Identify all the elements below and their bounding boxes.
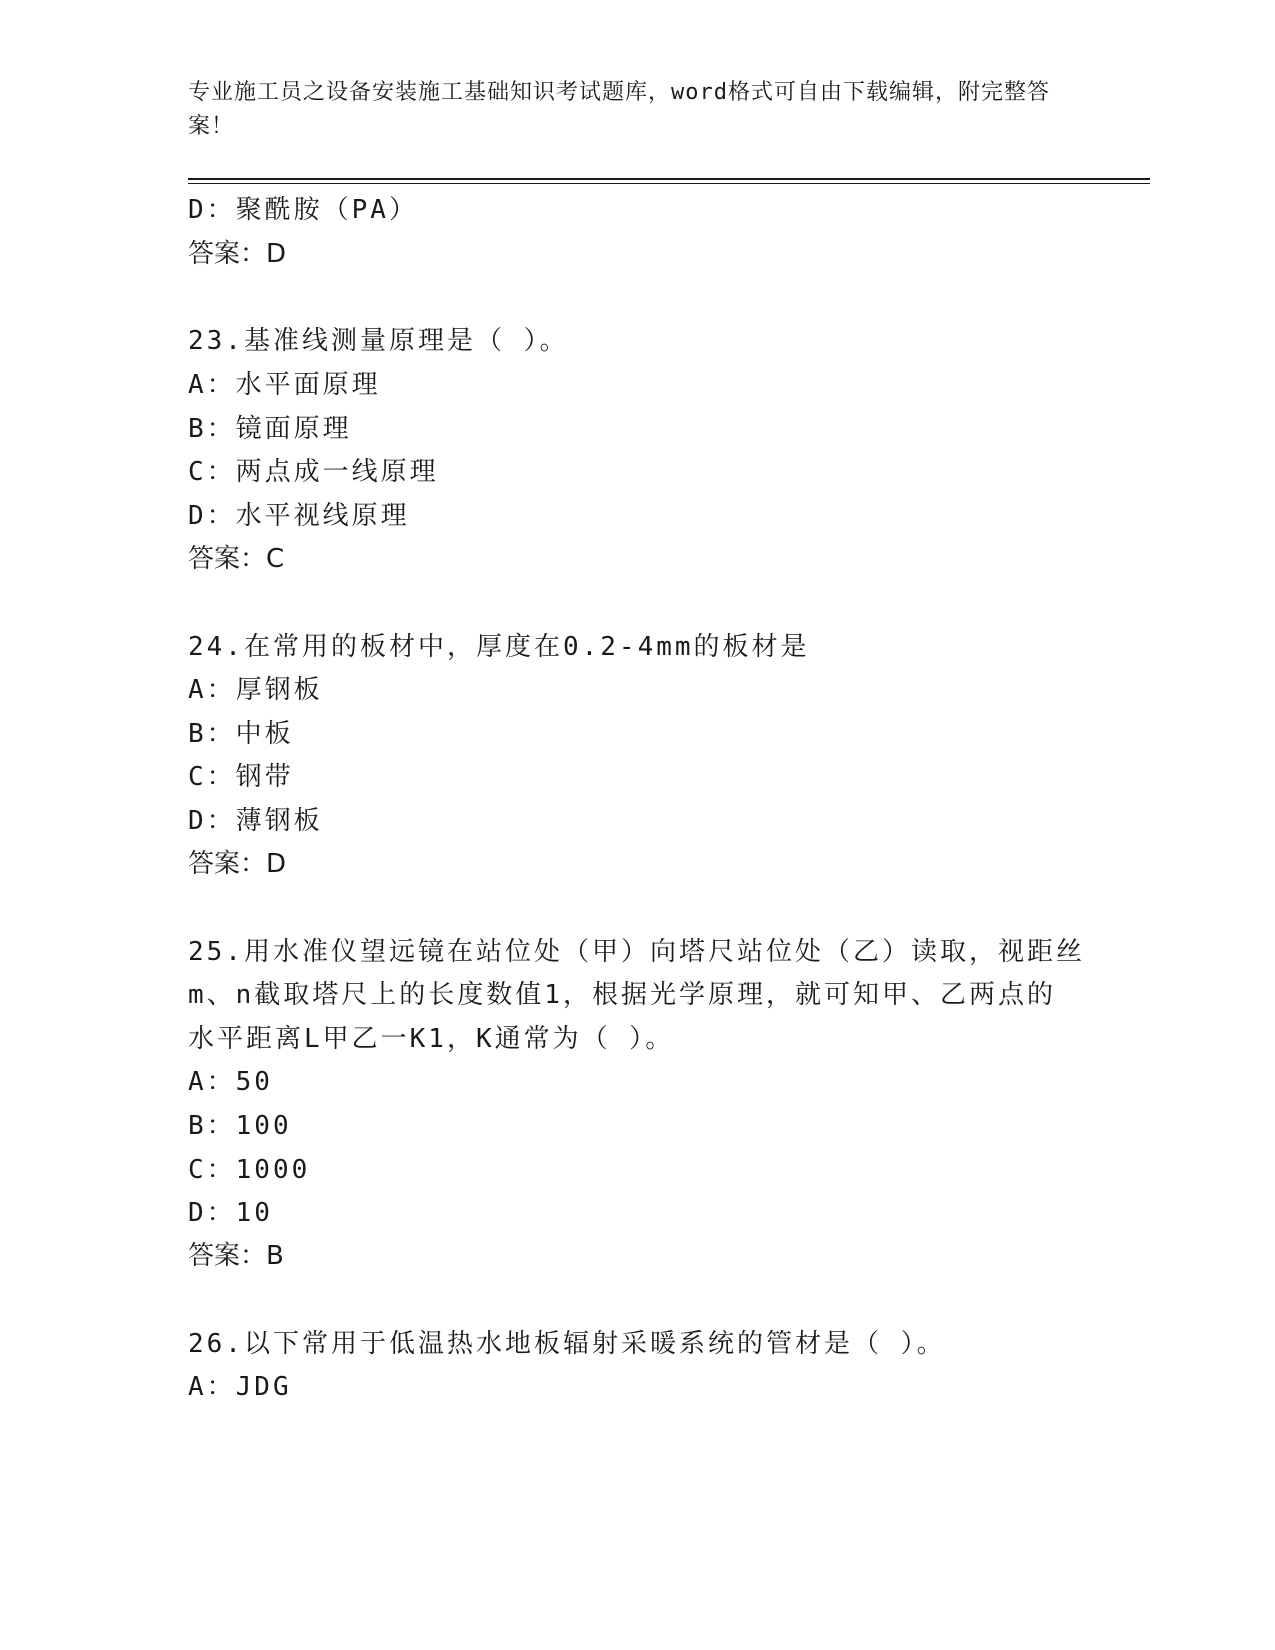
option-a: A：水平面原理 [188, 370, 381, 400]
question-stem-line-2: m、n截取塔尺上的长度数值1，根据光学原理，就可知甲、乙两点的 [188, 980, 1056, 1010]
header-divider-thin [188, 183, 1150, 184]
option-b: B：中板 [188, 719, 294, 749]
header-divider [188, 178, 1150, 180]
question-stem-line-1: 25.用水准仪望远镜在站位处（甲）向塔尺站位处（乙）读取，视距丝 [188, 937, 1085, 967]
option-d: D：薄钢板 [188, 806, 323, 836]
question-stem: 26.以下常用于低温热水地板辐射采暖系统的管材是（ ）。 [188, 1329, 946, 1359]
question-stem: 23.基准线测量原理是（ ）。 [188, 326, 569, 356]
question-stem: 24.在常用的板材中，厚度在0.2-4mm的板材是 [188, 632, 810, 662]
option-b: B：镜面原理 [188, 414, 352, 444]
answer-label: 答案：B [188, 1241, 284, 1271]
option-a: A：50 [188, 1067, 273, 1097]
option-d: D：水平视线原理 [188, 501, 410, 531]
option-a: A：厚钢板 [188, 675, 323, 705]
option-c: C：钢带 [188, 762, 294, 792]
option-c: C：两点成一线原理 [188, 457, 439, 487]
option-b: B：100 [188, 1111, 292, 1141]
option-d: D：聚酰胺（PA） [188, 195, 418, 225]
option-a: A：JDG [188, 1372, 292, 1402]
option-d: D：10 [188, 1198, 273, 1228]
option-c: C：1000 [188, 1155, 311, 1185]
answer-label: 答案：D [188, 239, 287, 269]
question-stem-line-3: 水平距离L甲乙一K1，K通常为（ ）。 [188, 1024, 675, 1054]
document-header: 专业施工员之设备安装施工基础知识考试题库，word格式可自由下载编辑，附完整答案！ [188, 80, 1050, 139]
answer-label: 答案：C [188, 544, 285, 574]
answer-label: 答案：D [188, 849, 287, 879]
